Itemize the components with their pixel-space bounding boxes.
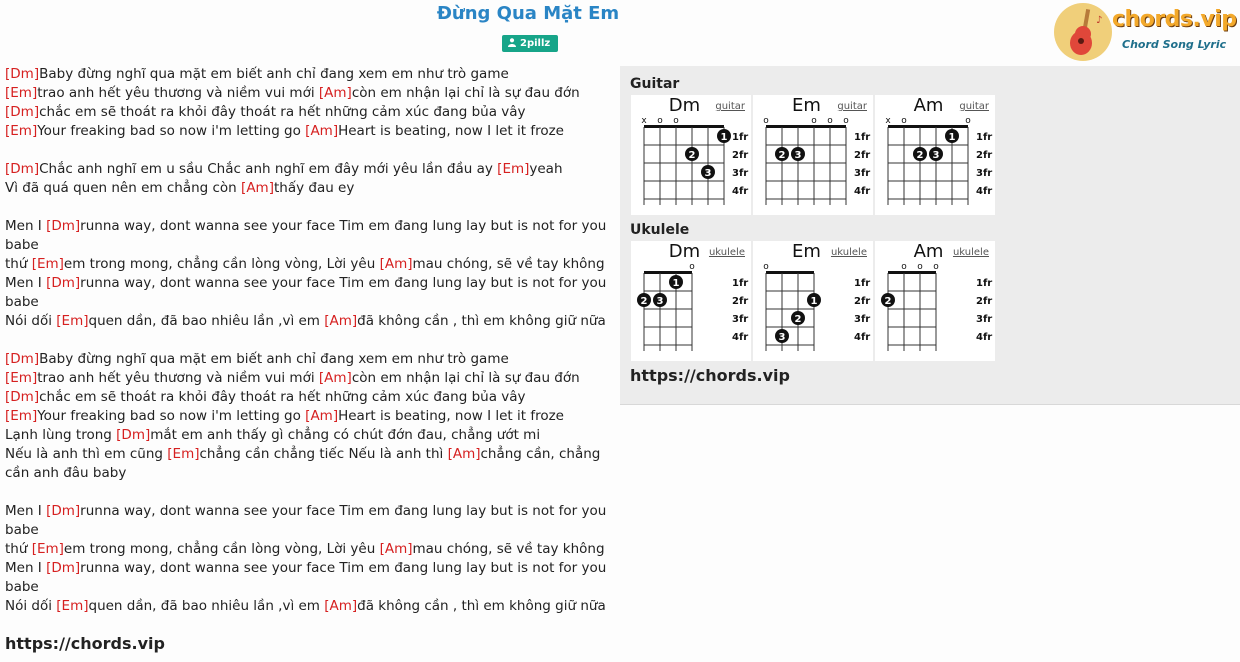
chord-label[interactable]: [Dm]: [5, 66, 40, 82]
lyric-text: Lạnh lùng trong: [5, 427, 117, 443]
fret-number-label: 4fr: [976, 186, 993, 197]
open-string-marker: o: [763, 262, 769, 272]
fret-number-label: 3fr: [732, 168, 749, 179]
fretboard-grid: [753, 241, 873, 361]
fret-number-label: 2fr: [976, 150, 993, 161]
blank-line: [5, 141, 610, 160]
fretboard-grid: [753, 95, 873, 215]
lyric-text: em trong mong, chẳng cần lòng vòng, Lời yêu: [63, 256, 380, 272]
nut: [888, 271, 936, 274]
fret-end: [644, 199, 724, 203]
chord-type-link[interactable]: guitar: [959, 101, 989, 112]
chord-diagram-guitar-em[interactable]: [753, 95, 873, 215]
chord-label[interactable]: [Dm]: [5, 104, 40, 120]
chord-diagram-ukulele-am[interactable]: [875, 241, 995, 361]
lyric-line: [5, 65, 610, 84]
lyric-text: chẳng cần, chẳng cần anh đâu baby: [5, 446, 601, 481]
chord-label[interactable]: [Em]: [5, 85, 38, 101]
fret-end: [888, 345, 936, 349]
chord-label[interactable]: [Am]: [379, 541, 413, 557]
chord-label[interactable]: [Am]: [324, 598, 358, 614]
lyric-line: [5, 103, 610, 122]
fret-number-label: 4fr: [854, 186, 871, 197]
svg-text:♪: ♪: [1096, 15, 1103, 26]
fret-number-label: 1fr: [854, 278, 871, 289]
chord-label[interactable]: [Em]: [56, 598, 89, 614]
lyric-line: [5, 559, 610, 597]
chord-diagram-name: Em: [792, 95, 821, 116]
fret-number-label: 3fr: [732, 314, 749, 325]
chord-label[interactable]: [Am]: [305, 408, 339, 424]
chord-diagram-guitar-am[interactable]: [875, 95, 995, 215]
fret-number-label: 1fr: [732, 278, 749, 289]
lyric-text: Chắc anh nghĩ em u sầu Chắc anh nghĩ em đây mới yêu lần đầu ay: [39, 161, 498, 177]
open-string-marker: o: [901, 116, 907, 126]
fret-number-label: 3fr: [976, 168, 993, 179]
finger-number: 1: [810, 296, 818, 307]
lyric-line: [5, 445, 610, 483]
nut: [888, 125, 968, 128]
chord-diagram-name: Dm: [668, 95, 701, 116]
fret-number-label: 2fr: [732, 150, 749, 161]
lyric-text: Nói dối: [5, 598, 57, 614]
open-string-marker: o: [965, 116, 971, 126]
ukulele-section-title: Ukulele: [630, 222, 690, 238]
finger-number: 3: [932, 150, 940, 161]
lyric-text: em trong mong, chẳng cần lòng vòng, Lời yêu: [63, 541, 380, 557]
lyric-text: Men I: [5, 275, 47, 291]
lyric-text: Vì đã quá quen nên em chẳng còn: [5, 180, 242, 196]
lyric-line: [5, 274, 610, 312]
lyric-text: đã không cần , thì em không giữ nữa: [357, 598, 606, 614]
lyric-text: Heart is beating, now I let it froze: [338, 123, 564, 139]
lyric-text: Baby đừng nghĩ qua mặt em biết anh chỉ đang xem em như trò game: [39, 351, 509, 367]
chord-diagram-guitar-dm[interactable]: [631, 95, 751, 215]
artist-name: 2pillz: [520, 38, 551, 49]
logo-brand: chords.vip: [1112, 7, 1237, 32]
lyric-text: trao anh hết yêu thương và niềm vui mới: [37, 85, 319, 101]
fret-end: [888, 199, 968, 203]
chord-diagram-name: Em: [792, 241, 821, 262]
chord-diagram-name: Dm: [668, 241, 701, 262]
open-string-marker: o: [901, 262, 907, 272]
finger-number: 3: [794, 150, 802, 161]
lyric-text: quen dần, đã bao nhiêu lần ,vì em: [88, 313, 325, 329]
fret-number-label: 4fr: [732, 186, 749, 197]
chord-label[interactable]: [Em]: [497, 161, 530, 177]
finger-number: 2: [778, 150, 786, 161]
chord-type-link[interactable]: ukulele: [708, 247, 745, 258]
lyric-line: [5, 179, 610, 198]
lyric-line: [5, 312, 610, 331]
chord-label[interactable]: [Dm]: [46, 560, 81, 576]
lyric-text: còn em nhận lại chỉ là sự đau đớn: [351, 85, 580, 101]
lyric-text: Men I: [5, 560, 47, 576]
finger-number: 2: [794, 314, 802, 325]
lyric-text: Nói dối: [5, 313, 57, 329]
finger-number: 2: [916, 150, 924, 161]
lyric-text: chắc em sẽ thoát ra khỏi đây thoát ra hết những cảm xúc đang bủa vây: [39, 104, 526, 120]
lyric-text: mắt em anh thấy gì chẳng có chút đớn đau, chẳng ướt mi: [150, 427, 541, 443]
lyric-line: [5, 426, 610, 445]
lyric-line: [5, 502, 610, 540]
chord-panel: [620, 66, 1240, 405]
lyric-text: runna way, dont wanna see your face Tim em đang lung lay but is not for you babe: [5, 275, 607, 310]
lyric-text: chắc em sẽ thoát ra khỏi đây thoát ra hết những cảm xúc đang bủa vây: [39, 389, 526, 405]
chord-label[interactable]: [Am]: [305, 123, 339, 139]
lyric-line: [5, 122, 610, 141]
lyric-text: còn em nhận lại chỉ là sự đau đớn: [351, 370, 580, 386]
chord-label[interactable]: [Em]: [31, 256, 64, 272]
guitar-logo-icon: [1054, 3, 1112, 61]
lyric-text: Nếu là anh thì em cũng: [5, 446, 168, 462]
finger-number: 1: [948, 132, 956, 143]
open-string-marker: o: [673, 116, 679, 126]
lyric-line: [5, 388, 610, 407]
nut: [644, 271, 692, 274]
chord-label[interactable]: [Am]: [318, 85, 352, 101]
artist-badge[interactable]: [502, 35, 558, 52]
chord-diagram-ukulele-em[interactable]: [753, 241, 873, 361]
finger-number: 3: [656, 296, 664, 307]
chord-type-link[interactable]: ukulele: [830, 247, 867, 258]
site-logo[interactable]: [1054, 3, 1237, 63]
fret-number-label: 4fr: [976, 332, 993, 343]
lyric-line: [5, 369, 610, 388]
fret-number-label: 2fr: [732, 296, 749, 307]
blank-line: [5, 198, 610, 217]
fret-number-label: 3fr: [976, 314, 993, 325]
lyric-line: [5, 350, 610, 369]
fret-end: [766, 345, 814, 349]
lyric-text: thứ: [5, 256, 32, 272]
fret-number-label: 2fr: [976, 296, 993, 307]
chord-label[interactable]: [Em]: [167, 446, 200, 462]
muted-string-marker: x: [641, 116, 647, 126]
lyric-text: mau chóng, sẽ về tay không: [412, 541, 605, 557]
fret-number-label: 4fr: [732, 332, 749, 343]
chord-label[interactable]: [Dm]: [46, 218, 81, 234]
chord-label[interactable]: [Dm]: [46, 503, 81, 519]
chord-diagram-ukulele-dm[interactable]: [631, 241, 751, 361]
fretboard-grid: [631, 241, 751, 361]
lyric-text: Heart is beating, now I let it froze: [338, 408, 564, 424]
fret-number-label: 1fr: [854, 132, 871, 143]
lyric-text: đã không cần , thì em không giữ nữa: [357, 313, 606, 329]
chord-label[interactable]: [Dm]: [116, 427, 151, 443]
lyric-text: Your freaking bad so now i'm letting go: [37, 123, 306, 139]
open-string-marker: o: [763, 116, 769, 126]
fretboard-grid: [631, 95, 751, 215]
fret-number-label: 3fr: [854, 168, 871, 179]
chord-label[interactable]: [Am]: [241, 180, 274, 196]
lyric-line: [5, 255, 610, 274]
chord-label[interactable]: [Dm]: [5, 389, 40, 405]
finger-number: 1: [672, 278, 680, 289]
person-icon: [508, 36, 516, 53]
open-string-marker: o: [843, 116, 849, 126]
nut: [644, 125, 724, 128]
logo-tagline: Chord Song Lyric: [1122, 38, 1227, 51]
blank-line: [5, 483, 610, 502]
lyric-text: mau chóng, sẽ về tay không: [412, 256, 605, 272]
chord-label[interactable]: [Am]: [324, 313, 358, 329]
chord-type-link[interactable]: guitar: [837, 101, 867, 112]
open-string-marker: o: [657, 116, 663, 126]
chord-label[interactable]: [Em]: [5, 370, 38, 386]
finger-number: 2: [640, 296, 648, 307]
fret-end: [644, 345, 692, 349]
lyric-line: [5, 540, 610, 559]
chord-type-link[interactable]: guitar: [715, 101, 745, 112]
open-string-marker: o: [811, 116, 817, 126]
chord-label[interactable]: [Dm]: [5, 161, 40, 177]
finger-number: 2: [688, 150, 696, 161]
muted-string-marker: x: [885, 116, 891, 126]
lyric-line: [5, 597, 610, 616]
chord-label[interactable]: [Am]: [318, 370, 352, 386]
lyric-text: runna way, dont wanna see your face Tim em đang lung lay but is not for you babe: [5, 503, 607, 538]
fret-number-label: 3fr: [854, 314, 871, 325]
fret-end: [766, 199, 846, 203]
nut: [766, 271, 814, 274]
blank-line: [5, 331, 610, 350]
lyric-text: trao anh hết yêu thương và niềm vui mới: [37, 370, 319, 386]
chord-diagram-name: Am: [913, 95, 944, 116]
fret-number-label: 2fr: [854, 150, 871, 161]
guitar-section-title: Guitar: [630, 76, 680, 92]
open-string-marker: o: [933, 262, 939, 272]
fret-number-label: 1fr: [732, 132, 749, 143]
open-string-marker: o: [827, 116, 833, 126]
lyric-line: [5, 217, 610, 255]
lyric-text: Your freaking bad so now i'm letting go: [37, 408, 306, 424]
fretboard-grid: [875, 95, 995, 215]
fret-number-label: 4fr: [854, 332, 871, 343]
chord-label[interactable]: [Am]: [447, 446, 481, 462]
fretboard-grid: [875, 241, 995, 361]
chord-label[interactable]: [Em]: [5, 123, 38, 139]
song-title: Đừng Qua Mặt Em: [436, 3, 620, 24]
lyric-text: Baby đừng nghĩ qua mặt em biết anh chỉ đang xem em như trò game: [39, 66, 509, 82]
nut: [766, 125, 846, 128]
lyric-text: Men I: [5, 503, 47, 519]
fret-number-label: 1fr: [976, 278, 993, 289]
finger-number: 2: [884, 296, 892, 307]
fret-number-label: 1fr: [976, 132, 993, 143]
lyric-line: [5, 84, 610, 103]
lyric-text: quen dần, đã bao nhiêu lần ,vì em: [88, 598, 325, 614]
chord-type-link[interactable]: ukulele: [952, 247, 989, 258]
finger-number: 3: [778, 332, 786, 343]
lyric-text: runna way, dont wanna see your face Tim em đang lung lay but is not for you babe: [5, 218, 607, 253]
lyric-text: runna way, dont wanna see your face Tim em đang lung lay but is not for you babe: [5, 560, 607, 595]
chord-label[interactable]: [Em]: [56, 313, 89, 329]
panel-site-link[interactable]: https://chords.vip: [630, 366, 790, 385]
finger-number: 1: [720, 132, 728, 143]
lyric-text: thứ: [5, 541, 32, 557]
lyric-line: [5, 160, 610, 179]
chord-label[interactable]: [Em]: [31, 541, 64, 557]
lyric-text: chẳng cần chẳng tiếc Nếu là anh thì: [199, 446, 448, 462]
lyric-text: thấy đau ey: [273, 180, 355, 196]
lyric-text: Men I: [5, 218, 47, 234]
lyric-text: yeah: [529, 161, 563, 177]
chord-label[interactable]: [Dm]: [5, 351, 40, 367]
lyrics-body: [5, 65, 610, 616]
chord-label[interactable]: [Dm]: [46, 275, 81, 291]
finger-number: 3: [704, 168, 712, 179]
chord-label[interactable]: [Em]: [5, 408, 38, 424]
open-string-marker: o: [689, 262, 695, 272]
chord-label[interactable]: [Am]: [379, 256, 413, 272]
fret-number-label: 2fr: [854, 296, 871, 307]
lyric-line: [5, 407, 610, 426]
footer-site-link[interactable]: https://chords.vip: [5, 634, 165, 653]
open-string-marker: o: [917, 262, 923, 272]
chord-diagram-name: Am: [913, 241, 944, 262]
